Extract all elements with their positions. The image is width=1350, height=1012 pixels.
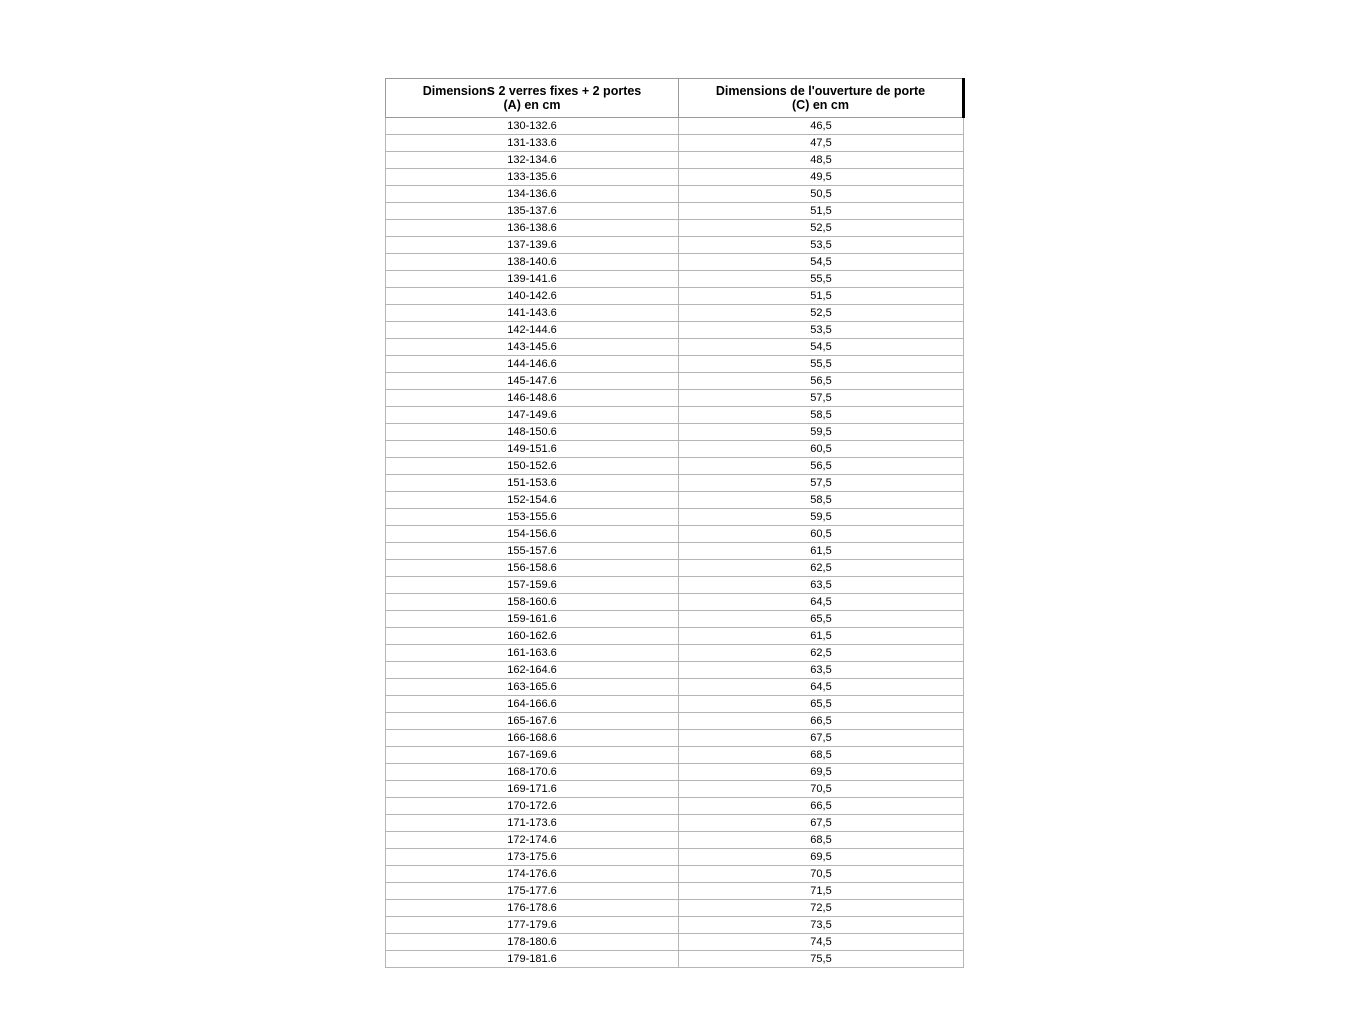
table-row [386,339,964,356]
opening-c-cell: 62,5 [679,645,964,662]
dimension-a-cell: 156-158.6 [386,560,679,577]
opening-c-cell: 61,5 [679,543,964,560]
table-row [386,305,964,322]
dimension-a-cell: 165-167.6 [386,713,679,730]
opening-c-cell: 66,5 [679,798,964,815]
dimension-a-cell: 164-166.6 [386,696,679,713]
table-row [386,849,964,866]
opening-c-cell: 68,5 [679,747,964,764]
table-row [386,934,964,951]
table-row [386,118,964,135]
dimension-a-cell: 146-148.6 [386,390,679,407]
table-row [386,866,964,883]
opening-c-cell: 54,5 [679,339,964,356]
dimension-a-cell: 135-137.6 [386,203,679,220]
dimension-a-cell: 131-133.6 [386,135,679,152]
table-row [386,781,964,798]
opening-c-cell: 68,5 [679,832,964,849]
dimension-a-cell: 147-149.6 [386,407,679,424]
dimension-a-cell: 174-176.6 [386,866,679,883]
dimension-a-cell: 169-171.6 [386,781,679,798]
table-row [386,628,964,645]
table-row [386,917,964,934]
opening-c-cell: 52,5 [679,220,964,237]
opening-c-cell: 69,5 [679,764,964,781]
dimension-a-cell: 154-156.6 [386,526,679,543]
header-a-line2: (A) en cm [503,97,561,112]
opening-c-cell: 51,5 [679,203,964,220]
header-a-line1-pre: Dimension [422,83,487,98]
table-row [386,390,964,407]
dimension-a-cell: 172-174.6 [386,832,679,849]
table-row [386,220,964,237]
table-row [386,526,964,543]
opening-c-cell: 55,5 [679,271,964,288]
table-row [386,560,964,577]
opening-c-cell: 64,5 [679,679,964,696]
opening-c-cell: 64,5 [679,594,964,611]
table-row [386,611,964,628]
table-row [386,900,964,917]
dimension-a-cell: 138-140.6 [386,254,679,271]
table-row [386,883,964,900]
dimension-a-cell: 179-181.6 [386,951,679,968]
table-row [386,662,964,679]
dimension-a-cell: 130-132.6 [386,118,679,135]
table-row [386,951,964,968]
opening-c-cell: 49,5 [679,169,964,186]
dimension-a-cell: 157-159.6 [386,577,679,594]
table-row [386,577,964,594]
dimension-a-cell: 177-179.6 [386,917,679,934]
dimension-a-cell: 152-154.6 [386,492,679,509]
opening-c-cell: 65,5 [679,696,964,713]
opening-c-cell: 63,5 [679,577,964,594]
table-row [386,135,964,152]
table-row [386,186,964,203]
dimension-a-cell: 160-162.6 [386,628,679,645]
header-c-line1: Dimensions de l'ouverture de porte [715,83,926,98]
opening-c-cell: 60,5 [679,441,964,458]
table-row [386,679,964,696]
opening-c-cell: 71,5 [679,883,964,900]
opening-c-cell: 65,5 [679,611,964,628]
dimension-a-cell: 163-165.6 [386,679,679,696]
dimension-a-cell: 170-172.6 [386,798,679,815]
opening-c-cell: 75,5 [679,951,964,968]
header-a-line1-post: 2 verres fixes + 2 portes [494,83,642,98]
table-row [386,645,964,662]
opening-c-cell: 56,5 [679,458,964,475]
opening-c-cell: 53,5 [679,237,964,254]
opening-c-cell: 46,5 [679,118,964,135]
opening-c-cell: 61,5 [679,628,964,645]
table-row [386,475,964,492]
dimension-a-cell: 161-163.6 [386,645,679,662]
table-row [386,373,964,390]
dimensions-table-container [385,78,965,968]
dimension-a-cell: 178-180.6 [386,934,679,951]
dimension-a-cell: 145-147.6 [386,373,679,390]
opening-c-cell: 73,5 [679,917,964,934]
opening-c-cell: 59,5 [679,424,964,441]
table-row [386,594,964,611]
opening-c-cell: 67,5 [679,730,964,747]
opening-c-cell: 57,5 [679,475,964,492]
table-row [386,441,964,458]
table-row [386,356,964,373]
opening-c-cell: 70,5 [679,866,964,883]
opening-c-cell: 63,5 [679,662,964,679]
column-header-dimensions-a [386,79,679,118]
opening-c-cell: 62,5 [679,560,964,577]
dimension-a-cell: 140-142.6 [386,288,679,305]
dimension-a-cell: 176-178.6 [386,900,679,917]
dimension-a-cell: 149-151.6 [386,441,679,458]
dimension-a-cell: 175-177.6 [386,883,679,900]
dimension-a-cell: 167-169.6 [386,747,679,764]
dimension-a-cell: 134-136.6 [386,186,679,203]
opening-c-cell: 54,5 [679,254,964,271]
dimension-a-cell: 150-152.6 [386,458,679,475]
dimension-a-cell: 143-145.6 [386,339,679,356]
opening-c-cell: 48,5 [679,152,964,169]
dimension-a-cell: 155-157.6 [386,543,679,560]
header-row [386,79,964,118]
dimension-a-cell: 166-168.6 [386,730,679,747]
dimension-a-cell: 144-146.6 [386,356,679,373]
table-row [386,288,964,305]
table-row [386,543,964,560]
opening-c-cell: 67,5 [679,815,964,832]
table-row [386,815,964,832]
header-c-line2: (C) en cm [792,97,849,112]
dimension-a-cell: 158-160.6 [386,594,679,611]
opening-c-cell: 70,5 [679,781,964,798]
table-row [386,730,964,747]
table-row [386,696,964,713]
opening-c-cell: 51,5 [679,288,964,305]
opening-c-cell: 66,5 [679,713,964,730]
opening-c-cell: 53,5 [679,322,964,339]
dimension-a-cell: 142-144.6 [386,322,679,339]
table-row [386,713,964,730]
dimension-a-cell: 148-150.6 [386,424,679,441]
dimension-a-cell: 136-138.6 [386,220,679,237]
table-row [386,169,964,186]
dimension-a-cell: 132-134.6 [386,152,679,169]
table-row [386,271,964,288]
table-row [386,832,964,849]
opening-c-cell: 74,5 [679,934,964,951]
header-a-line1-large-s: s [486,81,495,99]
dimension-a-cell: 153-155.6 [386,509,679,526]
opening-c-cell: 69,5 [679,849,964,866]
opening-c-cell: 58,5 [679,492,964,509]
dimension-a-cell: 171-173.6 [386,815,679,832]
table-row [386,798,964,815]
opening-c-cell: 60,5 [679,526,964,543]
table-row [386,764,964,781]
dimension-a-cell: 151-153.6 [386,475,679,492]
column-header-opening-c [679,79,964,118]
table-row [386,254,964,271]
dimension-a-cell: 159-161.6 [386,611,679,628]
opening-c-cell: 59,5 [679,509,964,526]
opening-c-cell: 58,5 [679,407,964,424]
table-row [386,509,964,526]
opening-c-cell: 57,5 [679,390,964,407]
dimension-a-cell: 162-164.6 [386,662,679,679]
dimension-a-cell: 133-135.6 [386,169,679,186]
dimension-a-cell: 139-141.6 [386,271,679,288]
opening-c-cell: 56,5 [679,373,964,390]
table-row [386,237,964,254]
table-row [386,407,964,424]
dimension-a-cell: 168-170.6 [386,764,679,781]
dimension-a-cell: 173-175.6 [386,849,679,866]
table-row [386,492,964,509]
table-row [386,424,964,441]
dimension-a-cell: 141-143.6 [386,305,679,322]
table-row [386,152,964,169]
table-row [386,203,964,220]
opening-c-cell: 50,5 [679,186,964,203]
table-row [386,458,964,475]
dimensions-table [385,78,965,968]
table-row [386,747,964,764]
opening-c-cell: 47,5 [679,135,964,152]
table-row [386,322,964,339]
opening-c-cell: 55,5 [679,356,964,373]
opening-c-cell: 52,5 [679,305,964,322]
opening-c-cell: 72,5 [679,900,964,917]
dimension-a-cell: 137-139.6 [386,237,679,254]
